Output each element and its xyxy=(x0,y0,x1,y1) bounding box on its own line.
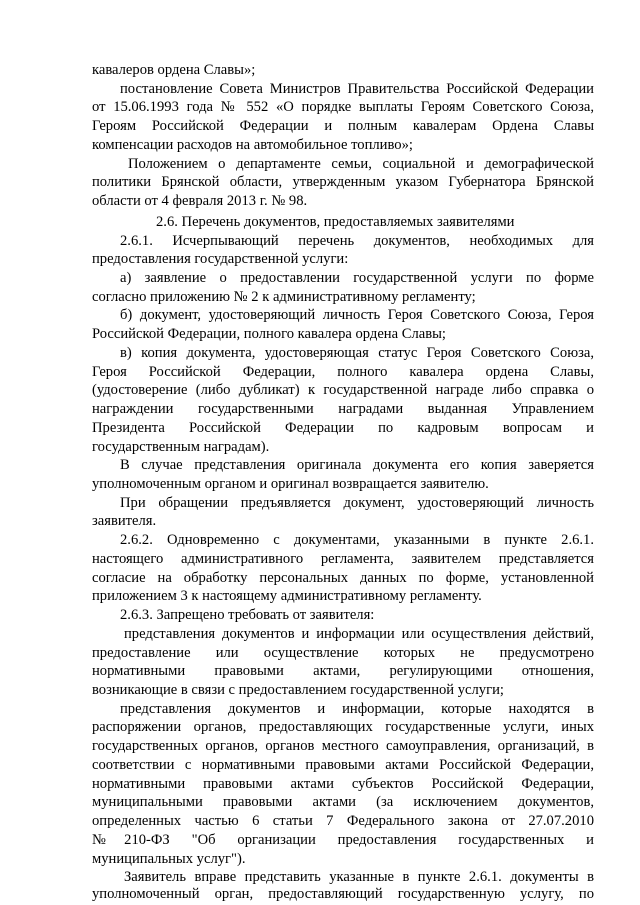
text-line: в) копия документа, удостоверяющая статус Героя Советского Союза, xyxy=(120,345,594,361)
text-line: компенсации расходов на автомобильное топливо»; xyxy=(92,137,413,153)
text-line: В случае представления оригинала документа его копия заверяется xyxy=(120,457,594,473)
text-line: представления документов и информации, которые находятся в xyxy=(120,701,594,717)
text-line: №210-ФЗ "Об организации предоставления государственных и xyxy=(92,832,594,848)
text-line: уполномоченным органом и оригинал возвращается заявителю. xyxy=(92,476,489,492)
text-line: б) документ, удостоверяющий личность Героя Советского Союза, Героя xyxy=(120,307,594,323)
text-line: награждении государственными наградами выданная Управлением xyxy=(92,401,594,417)
text-line: предоставление или осуществление которых не предусмотрено xyxy=(92,645,594,661)
text-line: предоставления государственной услуги: xyxy=(92,251,349,267)
text-line: муниципальными правовыми актами (за исключением документов, xyxy=(92,794,594,810)
text-line: приложением 3 к настоящему административному регламенту. xyxy=(92,588,482,604)
text-line: области от 4 февраля 2013 г. № 98. xyxy=(92,193,308,209)
text-line: возникающие в связи с предоставлением государственной услуги; xyxy=(92,682,504,698)
text-line: а) заявление о предоставлении государственной услуги по форме xyxy=(120,270,594,286)
text-line: Президента Российской Федерации по кадровым вопросам и xyxy=(92,420,594,436)
text-line: настоящего административного регламента, заявителем представляется xyxy=(92,551,594,567)
text-line: согласие на обработку персональных данных по форме, установленной xyxy=(92,570,594,586)
text-line: муниципальных услуг"). xyxy=(92,851,246,867)
text-line: согласно приложению № 2 к административному регламенту; xyxy=(92,289,476,305)
text-line: распоряжении органов, предоставляющих государственные услуги, иных xyxy=(92,719,594,735)
text-line: определенных частью 6 статьи 7 Федерального закона от 27.07.2010 xyxy=(92,813,594,829)
text-line: 2.6.1. Исчерпывающий перечень документов, необходимых для xyxy=(120,233,594,249)
text-line: нормативными правовыми актами, регулирующими отношения, xyxy=(92,663,594,679)
text-line: постановление Совета Министров Правительства Российской Федерации xyxy=(120,81,594,97)
text-line: кавалеров ордена Славы»; xyxy=(92,62,256,78)
text-line: Заявитель вправе представить указанные в пункте 2.6.1. документы в xyxy=(124,869,594,885)
text-line: государственным наградам). xyxy=(92,439,270,455)
text-line: 2.6.2. Одновременно с документами, указанными в пункте 2.6.1. xyxy=(120,532,594,548)
text-line: представления документов и информации или осуществления действий, xyxy=(124,626,594,642)
text-line: политики Брянской области, утвержденным указом Губернатора Брянской xyxy=(92,174,594,190)
text-line: заявителя. xyxy=(92,513,157,529)
text-line: Героям Российской Федерации и полным кавалерам Ордена Славы xyxy=(92,118,594,134)
text-line: Положением о департаменте семьи, социальной и демографической xyxy=(128,156,594,172)
text-line: нормативными правовыми актами субъектов Российской Федерации, xyxy=(92,776,594,792)
text-line: (удостоверение (либо дубликат) к государственной награде либо справка о xyxy=(92,382,594,398)
text-line: 2.6.3. Запрещено требовать от заявителя: xyxy=(120,607,375,623)
text-line: соответствии с нормативными правовыми актами Российской Федерации, xyxy=(92,757,594,773)
text-line: При обращении предъявляется документ, удостоверяющий личность xyxy=(120,495,594,511)
text-line: Российской Федерации, полного кавалера ордена Славы; xyxy=(92,326,446,342)
text-line: уполномоченный орган, предоставляющий государственную услугу, по xyxy=(92,886,594,902)
text-line: от 15.06.1993 года № 552 «О порядке выплаты Героям Советского Союза, xyxy=(92,99,594,115)
text-line: государственных органов, органов местного самоуправления, организаций, в xyxy=(92,738,594,754)
section-heading: 2.6. Перечень документов, предоставляемых заявителями xyxy=(156,214,515,230)
text-line: Героя Российской Федерации, полного кавалера ордена Славы, xyxy=(92,364,594,380)
